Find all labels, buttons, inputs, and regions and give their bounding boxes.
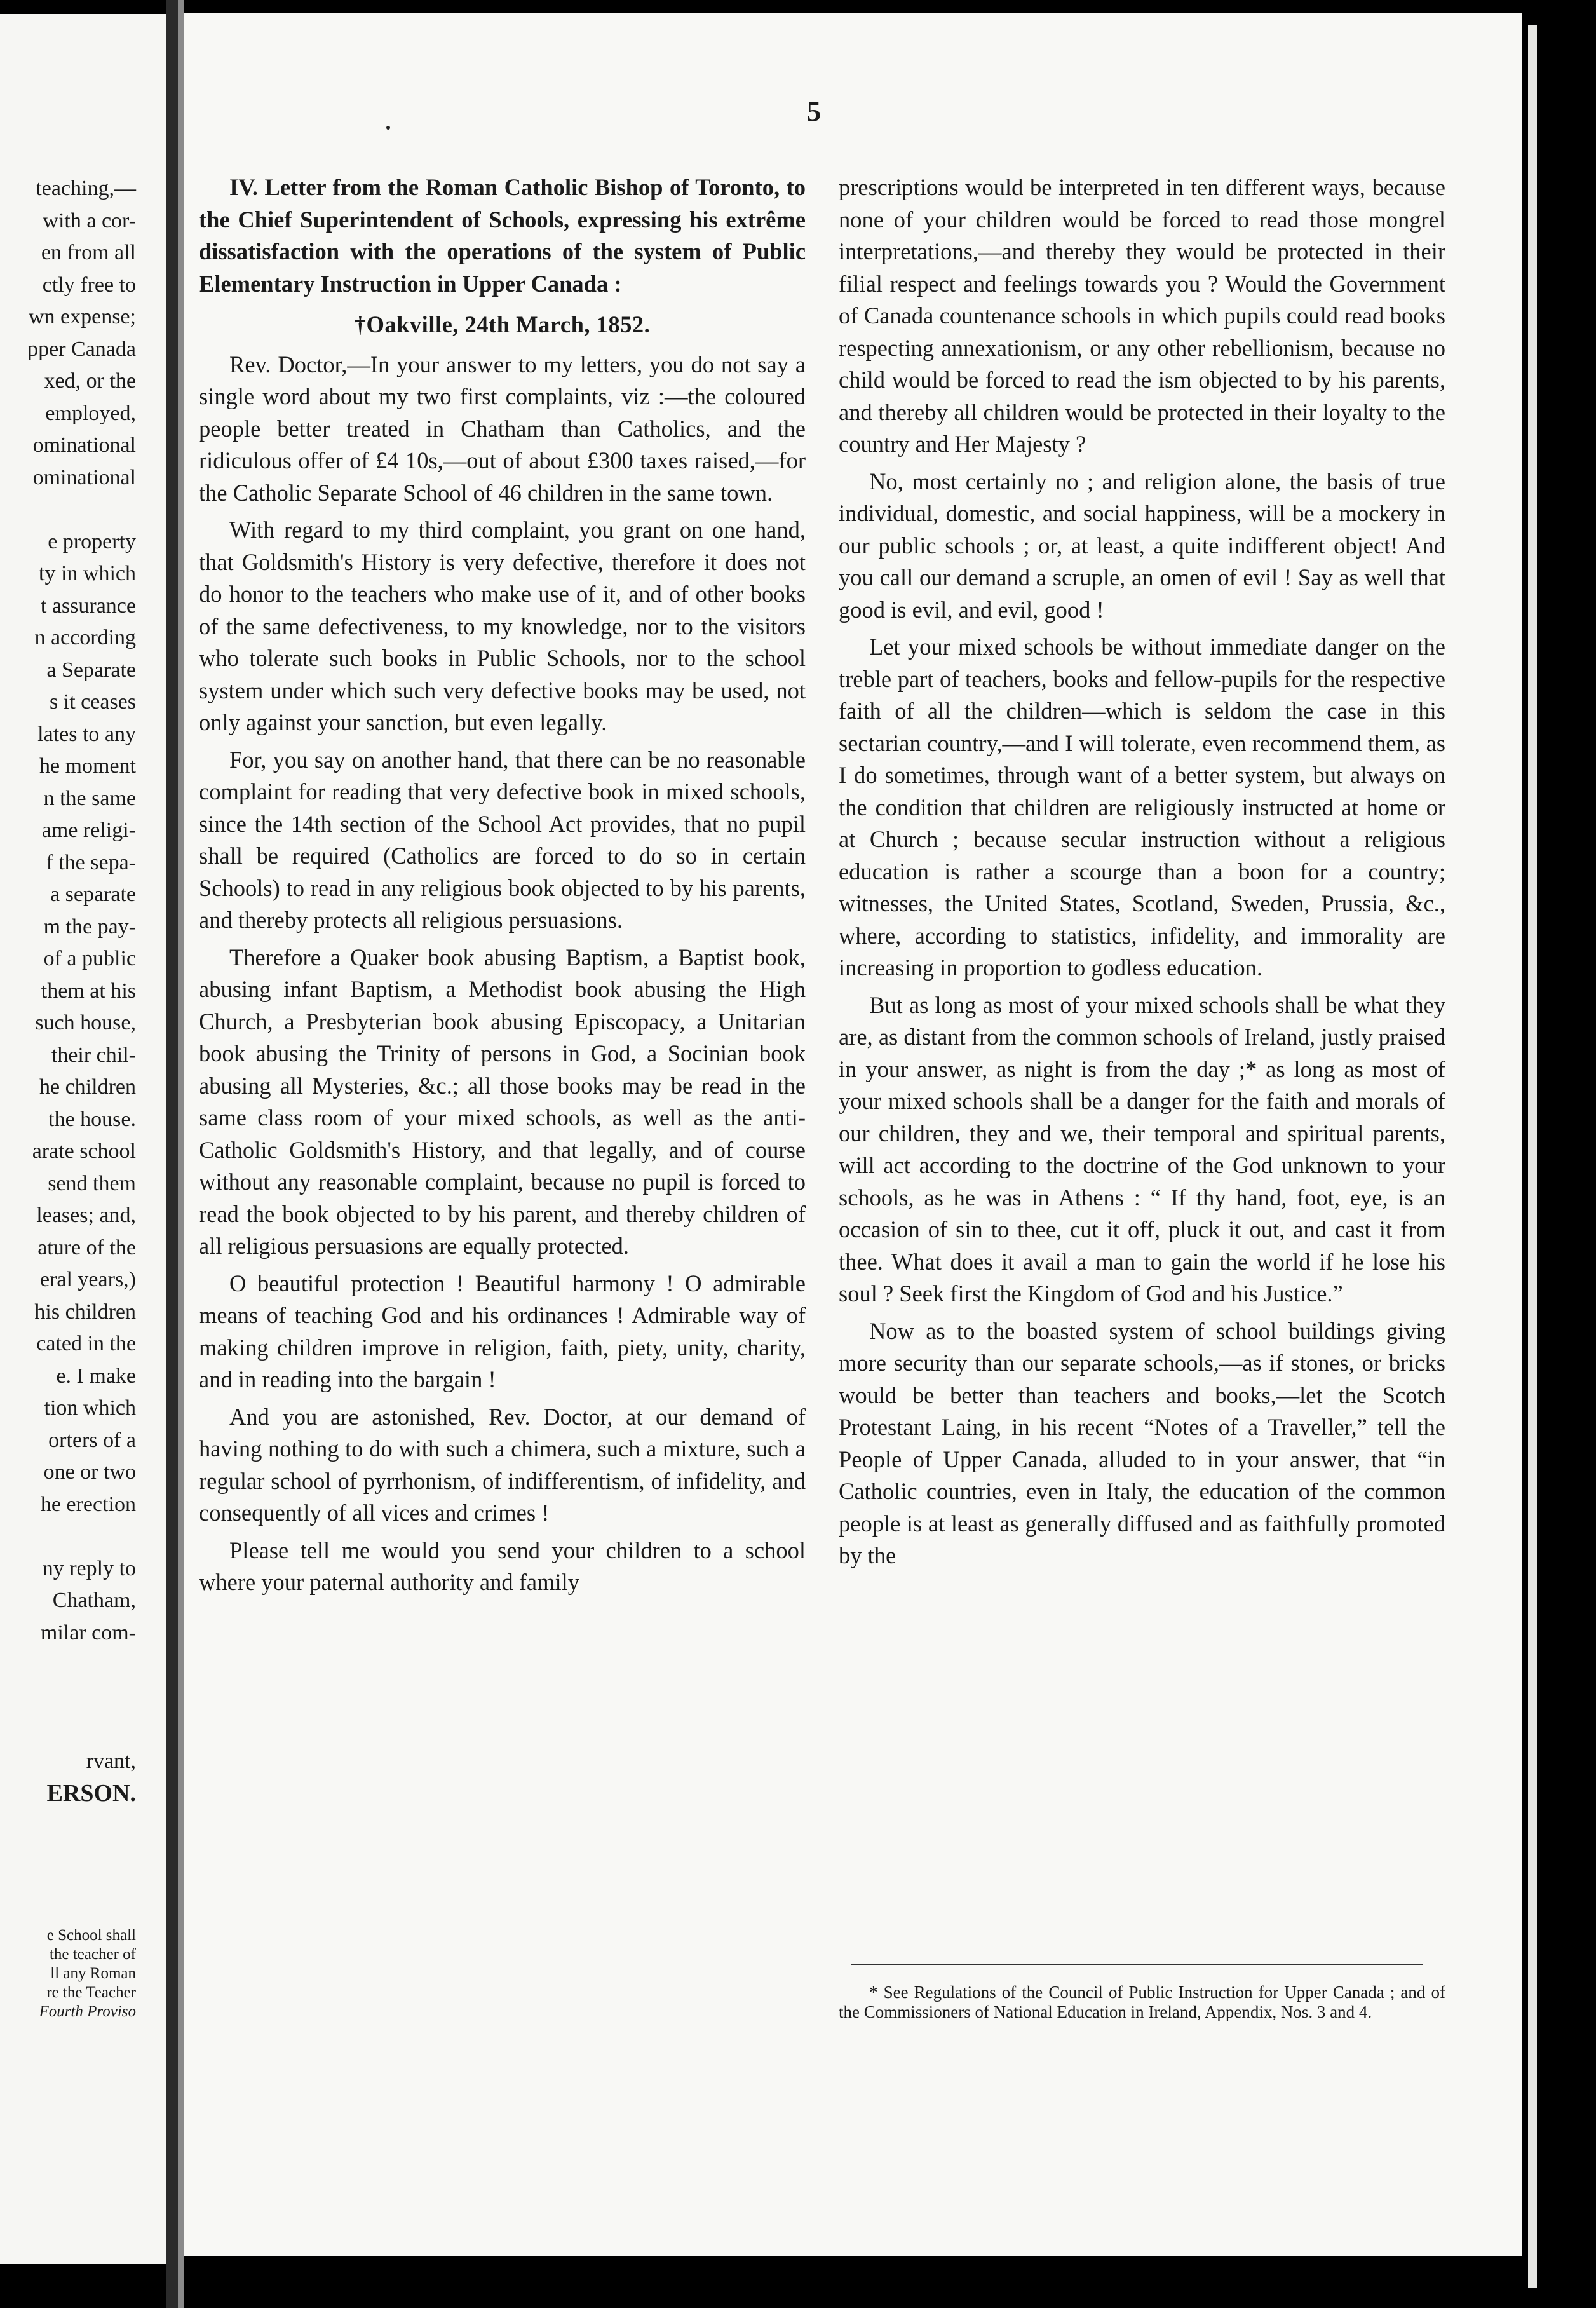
left-page-line: a Separate <box>46 658 136 682</box>
paragraph: With regard to my third complaint, you grant on one hand, that Goldsmith's History is very defective, therefore it does not do honor to the teachers who make use of it, and of other books of the same defectiveness, to my knowledge, nor to the visitors who tolerate such books in Public Schools, nor to the school system under which such very defective books may be used, not only against your sanction, but even legally. <box>199 517 806 735</box>
left-page-line: f the sepa- <box>46 850 136 874</box>
left-page-line: n the same <box>43 786 136 810</box>
page-edge <box>1522 0 1596 2308</box>
paragraph: Therefore a Quaker book abusing Baptism, a Baptist book, abusing infant Baptism, a Methodist book abusing the High Church, a Presbyterian book abusing Episcopacy, a Unitarian book abusing the Trinity of persons in God, a Socinian book abusing all Mysteries, &c.; all those books may be read in the same class room of your mixed schools, as well as the anti-Catholic Goldsmith's History, and that legally, and of course without any reasonable complaint, because no pupil is forced to read the book objected to by his parent, and thereby children of all religious persuasions are equally protected. <box>199 944 806 1259</box>
adjacent-page-fragment <box>0 14 166 2264</box>
left-page-line: ature of the <box>37 1235 136 1259</box>
left-page-line: such house, <box>35 1011 136 1035</box>
left-page-line: a separate <box>50 883 136 906</box>
dateline: †Oakville, 24th March, 1852. <box>354 311 651 337</box>
left-page-line: n according <box>34 626 136 649</box>
paragraph: Rev. Doctor,—In your answer to my letters, you do not say a single word about my two first complaints, viz :—the coloured people better treated in Chatham than Catholics, and the ridiculous offer of £4 10s,—out of about £300 taxes raised,—for the Catholic Separate School of 46 children in the same town. <box>199 351 806 506</box>
left-page-line: eral years,) <box>39 1268 136 1291</box>
speck <box>386 126 390 130</box>
left-page-line: pper Canada <box>27 337 136 361</box>
left-page-line: m the pay- <box>43 914 136 939</box>
left-page-line: he erection <box>40 1492 136 1516</box>
left-page-line: wn expense; <box>28 305 136 329</box>
left-page-line: with a cor- <box>43 208 136 233</box>
left-page-line: the house. <box>48 1107 136 1131</box>
left-page-line: leases; and, <box>36 1204 136 1227</box>
left-page-line: tion which <box>44 1396 136 1420</box>
left-page-line: Chatham, <box>52 1589 136 1612</box>
left-page-line: e property <box>48 529 136 553</box>
footnote: * See Regulations of the Council of Public Instruction for Upper Canada ; and of the Commissioners of National Education in Ireland, Appendix, Nos. 3 and 4. <box>839 1983 1445 2021</box>
letter-heading: IV. Letter from the Roman Catholic Bishop of Toronto, to the Chief Superintendent of Schools, expressing his extrême dissatisfaction with the operations of the system of Public Elementary Instruction in Upper Canada : <box>199 174 806 297</box>
left-page-line: cated in the <box>36 1332 136 1355</box>
column-left <box>199 172 806 1604</box>
paragraph: And you are astonished, Rev. Doctor, at our demand of having nothing to do with such a chimera, such a mixture, such a regular school of pyrrhonism, of indifferentism, of infidelity, and consequently of all vices and crimes ! <box>199 1403 806 1526</box>
left-page-line: s it ceases <box>50 690 136 714</box>
left-page-line: one or two <box>43 1460 136 1484</box>
left-page-line: ny reply to <box>42 1556 136 1580</box>
column-right <box>839 172 1445 1577</box>
left-page-line: employed, <box>45 401 136 425</box>
paragraph: O beautiful protection ! Beautiful harmony ! O admirable means of teaching God and his ordinances ! Admirable way of making children improve in religion, faith, piety, unity, charity, and in reading into the bargain ! <box>199 1270 806 1392</box>
left-page-line: ominational <box>32 433 136 457</box>
left-page-line: arate school <box>32 1139 136 1163</box>
left-page-line: he moment <box>39 754 136 778</box>
paragraph-continued: prescriptions would be interpreted in ten different ways, because none of your children would be forced to read those mongrel interpretations,—and thereby they would be protected in their filial respect and feelings towards you ? Would the Government of Canada countenance schools in which pupils could read books respecting annexationism, or any other rebellionism, because no child would be forced to read the ism objected to by his parents, and thereby all children would be protected in their loyalty to the country and Her Majesty ? <box>839 174 1445 457</box>
left-page-footnote-line: e School shall <box>46 1927 136 1944</box>
left-page-line: of a public <box>43 947 136 970</box>
left-page-footnote-line: ll any Roman <box>50 1965 136 1982</box>
left-page-line: rvant, <box>86 1749 136 1773</box>
left-page-line: his children <box>34 1300 136 1324</box>
left-page-line: ame religi- <box>41 818 136 842</box>
paragraph: For, you say on another hand, that there can be no reasonable complaint for reading that very defective book in mixed schools, since the 14th section of the School Act provides, that no pupil shall be required (Catholics are forced to do so in certain Schools) to read in any religious book objected to by his parents, and thereby protects all religious persuasions. <box>199 746 806 933</box>
page-number: 5 <box>807 96 821 127</box>
left-page-line: ominational <box>32 465 136 489</box>
paragraph: Let your mixed schools be without immediate danger on the treble part of teachers, books and fellow-pupils for the respective faith of all the children—which is seldom the case in this sectarian country,—and I will tolerate, even recommend them, as I do sometimes, through want of a better system, but always on the condition that children are religiously instructed at home or at Church ; because secular instruction without a religious education is rather a scourge than a boon for a country; witnesses, the United States, Scotland, Sweden, Prussia, &c., where, according to statistics, infidelity, and immorality are increasing in proportion to godless education. <box>839 634 1445 981</box>
left-page-line: their chil- <box>51 1043 136 1067</box>
left-page-line: ty in which <box>39 562 136 585</box>
left-page-line: send them <box>48 1171 136 1195</box>
book-gutter-edge <box>178 0 184 2308</box>
left-page-line: them at his <box>41 979 136 1003</box>
paragraph: No, most certainly no ; and religion alone, the basis of true individual, domestic, and social happiness, will be a mockery in our public schools ; or, at least, a quite indifferent object! And you call our demand a scruple, an omen of evil ! Say as well that good is evil, and evil, good ! <box>839 468 1445 623</box>
left-page-footnote-line: the teacher of <box>49 1946 136 1963</box>
page-edge-strip <box>1528 25 1537 2288</box>
left-page-line: ERSON. <box>46 1780 136 1807</box>
left-page-line: t assurance <box>40 594 136 618</box>
left-page-line: en from all <box>41 241 136 264</box>
paragraph: Now as to the boasted system of school buildings giving more security than our separate schools,—as if stones, or bricks would be better than teachers and books,—let the Scotch Protestant Laing, in his recent “Notes of a Traveller,” tell the People of Upper Canada, alluded to in your answer, that “in Catholic countries, even in Italy, the education of the common people is at least as generally diffused and as faithfully promoted by the <box>839 1317 1445 1568</box>
left-page-line: he children <box>39 1075 136 1099</box>
left-page-line: milar com- <box>40 1620 136 1645</box>
left-page-line: xed, or the <box>44 369 136 393</box>
footnote-rule <box>851 1964 1423 1965</box>
left-page-line: lates to any <box>37 722 136 746</box>
left-page-footnote-line: re the Teacher <box>46 1984 136 2001</box>
left-page-line: teaching,— <box>36 177 136 200</box>
paragraph: Please tell me would you send your children to a school where your paternal authority and family <box>199 1537 806 1595</box>
left-page-line: e. I make <box>56 1364 136 1388</box>
left-page-footnote-line: Fourth Proviso <box>39 2003 136 2020</box>
left-page-line: ctly free to <box>42 273 136 297</box>
document-page <box>184 13 1522 2256</box>
paragraph: But as long as most of your mixed schools shall be what they are, as distant from the common schools of Ireland, justly praised in your answer, as night is from the day ;* as long as most of your mixed schools shall be a danger for the faith and morals of our children, they and we, their temporal and spiritual parents, will act according to the doctrine of the God unknown to your schools, as he was in Athens : “ If thy hand, foot, eye, is an occasion of sin to thee, cut it off, pluck it out, and cast it from thee. What does it avail a man to gain the world if he lose his soul ? Seek first the Kingdom of God and his Justice.” <box>839 991 1445 1307</box>
left-page-line: orters of a <box>48 1428 136 1452</box>
